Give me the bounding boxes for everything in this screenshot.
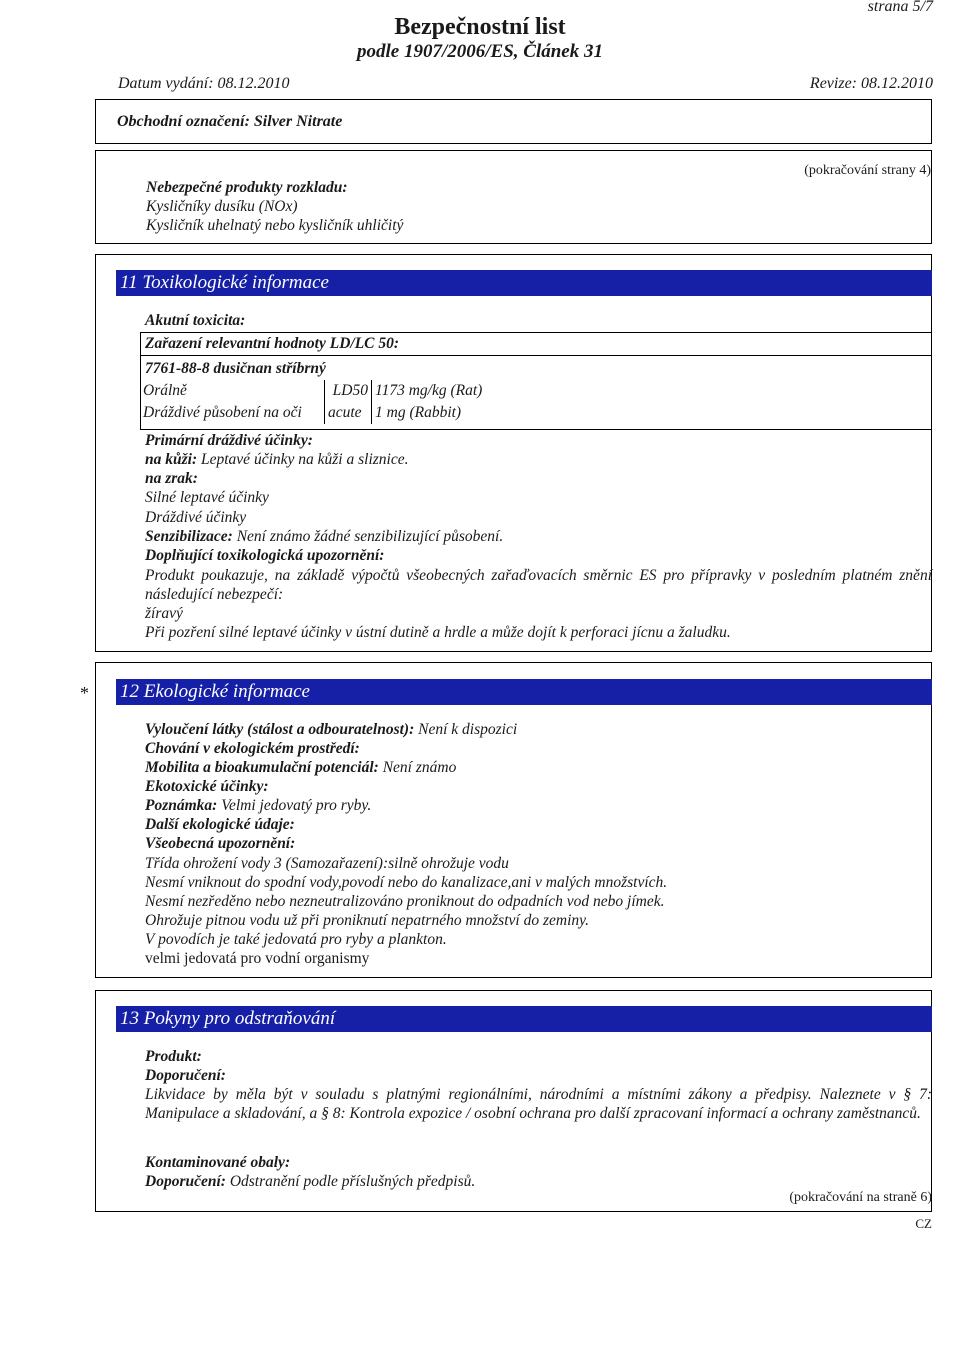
route-cell: Dráždivé působení na oči (140, 402, 325, 424)
eco-line (145, 777, 269, 796)
eco-label: Všeobecná upozornění: (145, 835, 296, 852)
value-cell: 1 mg (Rabbit) (372, 402, 925, 424)
document-subtitle: podle 1907/2006/ES, Článek 31 (357, 41, 603, 62)
change-marker: * (80, 683, 89, 703)
skin-text: Leptavé účinky na kůži a sliznice. (201, 451, 409, 468)
hazard-word: žíravý (145, 605, 183, 622)
eco-label: Poznámka: (145, 797, 218, 814)
primary-irritation-label: Primární dráždivé účinky: (145, 432, 313, 449)
eco-label: Další ekologické údaje: (145, 816, 295, 833)
revision-date: Revize: 08.12.2010 (809, 75, 933, 92)
eye-item: Dráždivé účinky (145, 509, 247, 526)
eco-label: Ekotoxické účinky: (145, 778, 269, 795)
toxicity-table (140, 380, 924, 424)
eye-item: Silné leptavé účinky (145, 489, 269, 506)
substance-divider (140, 355, 932, 356)
recommendation-text: Likvidace by měla být v souladu s platnými regionálními, národními a místními zákony a předpisy. Naleznete v § 7: Manipulace a skladování, a § 8: Kontrola expozice / osobní ochrana pro další zpracovaní informací a ochrany zaměstnanců. (145, 1086, 932, 1122)
section-11-title: 11 Toxikologické informace (116, 270, 932, 296)
eco-line (145, 815, 295, 834)
type-cell: acute (325, 402, 372, 424)
eco-text: Velmi jedovatý pro ryby. (217, 797, 372, 814)
continuation-from: (pokračování strany 4) (804, 163, 931, 178)
additional-text: Produkt poukazuje, na základě výpočtů všeobecných zařaďovacích směrnic ES pro přípravky v posledním platném znění následující nebezpečí: (145, 567, 932, 603)
document-title: Bezpečnostní list (394, 14, 566, 40)
decomposition-box (95, 150, 932, 244)
eco-line (145, 739, 360, 758)
eco-line (145, 796, 371, 815)
table-row (140, 380, 924, 402)
additional-label: Doplňující toxikologická upozornění: (145, 547, 385, 564)
substance-name: 7761-88-8 dusičnan stříbrný (145, 360, 326, 377)
decomposition-item: Kysličník uhelnatý nebo kysličník uhličitý (146, 217, 404, 234)
decomposition-heading: Nebezpečné produkty rozkladu: (146, 179, 348, 196)
eco-note: V povodích je také jedovatá pro ryby a plankton. (145, 931, 447, 948)
eco-text: Není známo (378, 759, 457, 776)
packaging-rec-label: Doporučení: (145, 1173, 226, 1190)
route-cell: Orálně (140, 380, 325, 402)
sensitization-text: Není známo žádné senzibilizující působení. (236, 528, 504, 545)
ingestion-text: Při pozření silné leptavé účinky v ústní dutině a hrdle a může dojít k perforaci jícnu a žaludku. (145, 624, 731, 641)
eco-line (145, 720, 517, 739)
eco-text: Není k dispozici (414, 721, 518, 738)
acute-toxicity-label: Akutní toxicita: (145, 312, 246, 329)
eye-label: na zrak: (145, 470, 198, 487)
packaging-rec-text: Odstranění podle příslušných předpisů. (225, 1173, 476, 1190)
page-number: strana 5/7 (867, 0, 933, 15)
table-row (140, 402, 924, 424)
type-cell: LD50 (325, 380, 372, 402)
recommendation-label: Doporučení: (145, 1067, 226, 1084)
sensitization (145, 527, 503, 546)
eco-line (145, 834, 295, 853)
continuation-to: (pokračování na straně 6) (789, 1190, 932, 1205)
product-label: Produkt: (145, 1048, 202, 1065)
section-12-title: 12 Ekologické informace (116, 679, 932, 705)
value-cell: 1173 mg/kg (Rat) (372, 380, 925, 402)
decomposition-item: Kysličníky dusíku (NOx) (146, 198, 298, 215)
sensitization-label: Senzibilizace: (145, 528, 233, 545)
packaging-label: Kontaminované obaly: (145, 1154, 291, 1171)
eco-line (145, 758, 456, 777)
skin-effects (145, 450, 408, 469)
eco-note: Ohrožuje pitnou vodu už při proniknutí nepatrného množství do zeminy. (145, 912, 590, 929)
eco-note: Třída ohrožení vody 3 (Samozařazení):silně ohrožuje vodu (145, 855, 509, 872)
issue-date: Datum vydání: 08.12.2010 (118, 75, 290, 92)
product-name: Obchodní označení: Silver Nitrate (117, 113, 343, 130)
eco-label: Vyloučení látky (stálost a odbouratelnost): (145, 721, 415, 738)
eco-note: velmi jedovatá pro vodní organismy (145, 950, 370, 967)
product-name-box (95, 99, 932, 144)
section-13-title: 13 Pokyny pro odstraňování (116, 1006, 932, 1032)
language-code: CZ (915, 1216, 932, 1231)
packaging-recommendation (145, 1172, 475, 1191)
ld-label: Zařazení relevantní hodnoty LD/LC 50: (145, 335, 400, 352)
eco-label: Chování v ekologickém prostředí: (145, 740, 360, 757)
eco-note: Nesmí nezředěno nebo nezneutralizováno proniknout do odpadních vod nebo jímek. (145, 893, 665, 910)
skin-label: na kůži: (145, 451, 198, 468)
eco-note: Nesmí vniknout do spodní vody,povodí nebo do kanalizace,ani v malých množstvích. (145, 874, 668, 891)
eco-label: Mobilita a bioakumulační potenciál: (145, 759, 379, 776)
